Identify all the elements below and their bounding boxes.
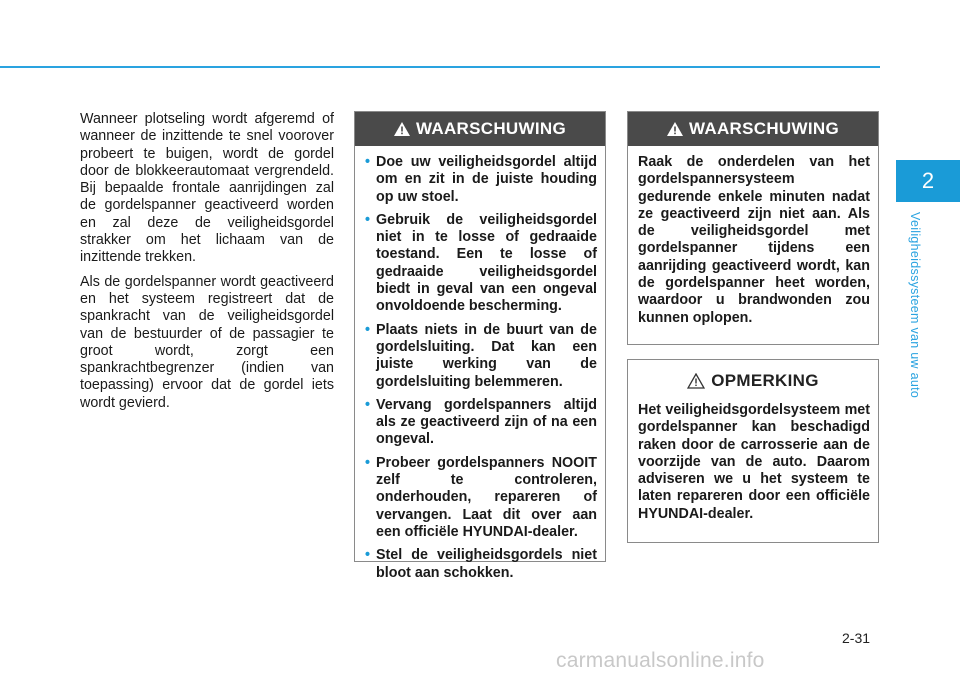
warning-box-seatbelt [354,111,606,581]
bullet-icon: • [365,547,371,564]
warning-box-title: WAARSCHUWING [689,119,839,138]
caution-triangle-outline-icon [687,373,705,389]
chapter-number-tab [896,160,960,202]
page-number: 2-31 [842,630,871,646]
warning-box-header [355,112,605,146]
body-text-column [80,111,334,419]
header-rule [0,66,880,68]
note-text: Het veiligheidsgordelsysteem met gordelspanner kan beschadigd raken door de carrosserie aan de voorzijde van de auto. Daarom adviseren we u het systeem te laten repareren door een officiële HYUNDAI-dealer. [638,402,870,522]
warning-text: Raak de onderdelen van het gordelspannersysteem gedurende enkele minuten nadat ze geactiveerd zijn niet aan. Als de veiligheidsgordel met gordelspanner tijdens een aanrijding geactiveerd wordt, kan de gordelspanner heet worden, waardoor u brandwonden zou kunnen oplopen. [638,154,870,326]
bullet-icon: • [365,321,371,338]
chapter-number: 2 [921,168,935,193]
warning-list [365,154,597,582]
warning-list-item: • Stel de veiligheidsgordels niet bloot aan schokken. [365,547,597,581]
warning-box-body [628,146,878,333]
bullet-icon: • [365,154,371,170]
bullet-icon: • [365,211,371,228]
warning-triangle-icon [667,122,683,136]
note-box [627,359,879,543]
warning-box-pretensioner-heat [627,111,879,345]
body-paragraph: Wanneer plotseling wordt afgeremd of wanneer de inzittende te snel voorover probeert te buigen, wordt de gordel door de blokkeerautomaat vergrendeld. Bij bepaalde frontale aanrijdingen zal de gordelspanner geactiveerd worden en zal deze de veiligheidsgordel strakker om het lichaam van de inzittende trekken. [80,111,334,266]
bullet-icon: • [365,396,371,413]
chapter-title: Veiligheidssysteem van uw auto [908,212,922,399]
warning-list-item: • Probeer gordelspanners NOOIT zelf te controleren, onderhouden, repareren of vervangen. Laat dit over aan een officiële HYUNDAI-dealer. [365,454,597,540]
note-box-body [628,398,878,529]
note-box-title: OPMERKING [711,371,819,390]
warning-list-item: • Doe uw veiligheidsgordel altijd om en zit in de juiste houding op uw stoel. [365,154,597,205]
warning-triangle-icon [394,122,410,136]
warning-list-item: • Plaats niets in de buurt van de gordelsluiting. Dat kan een juiste werking van de gordelsluiting belemmeren. [365,321,597,390]
warning-box-body [355,146,605,594]
watermark: carmanualsonline.info [556,649,765,672]
bullet-icon: • [365,454,371,471]
body-paragraph: Als de gordelspanner wordt geactiveerd en het systeem registreert dat de spankracht van de veiligheidsgordel van de bestuurder of de passagier te groot wordt, zorgt een spankrachtbegrenzer (indien van toepassing) ervoor dat de gordel iets wordt gevierd. [80,273,334,411]
warning-box-header [628,112,878,146]
warning-list-item: • Gebruik de veiligheidsgordel niet in te losse of gedraaide toestand. Een te losse of gedraaide veiligheidsgordel biedt in geval van een ongeval onvoldoende bescherming. [365,211,597,315]
note-box-header [628,360,878,398]
warning-box-title: WAARSCHUWING [416,119,566,138]
warning-list-item: • Vervang gordelspanners altijd als ze geactiveerd zijn of na een ongeval. [365,396,597,448]
